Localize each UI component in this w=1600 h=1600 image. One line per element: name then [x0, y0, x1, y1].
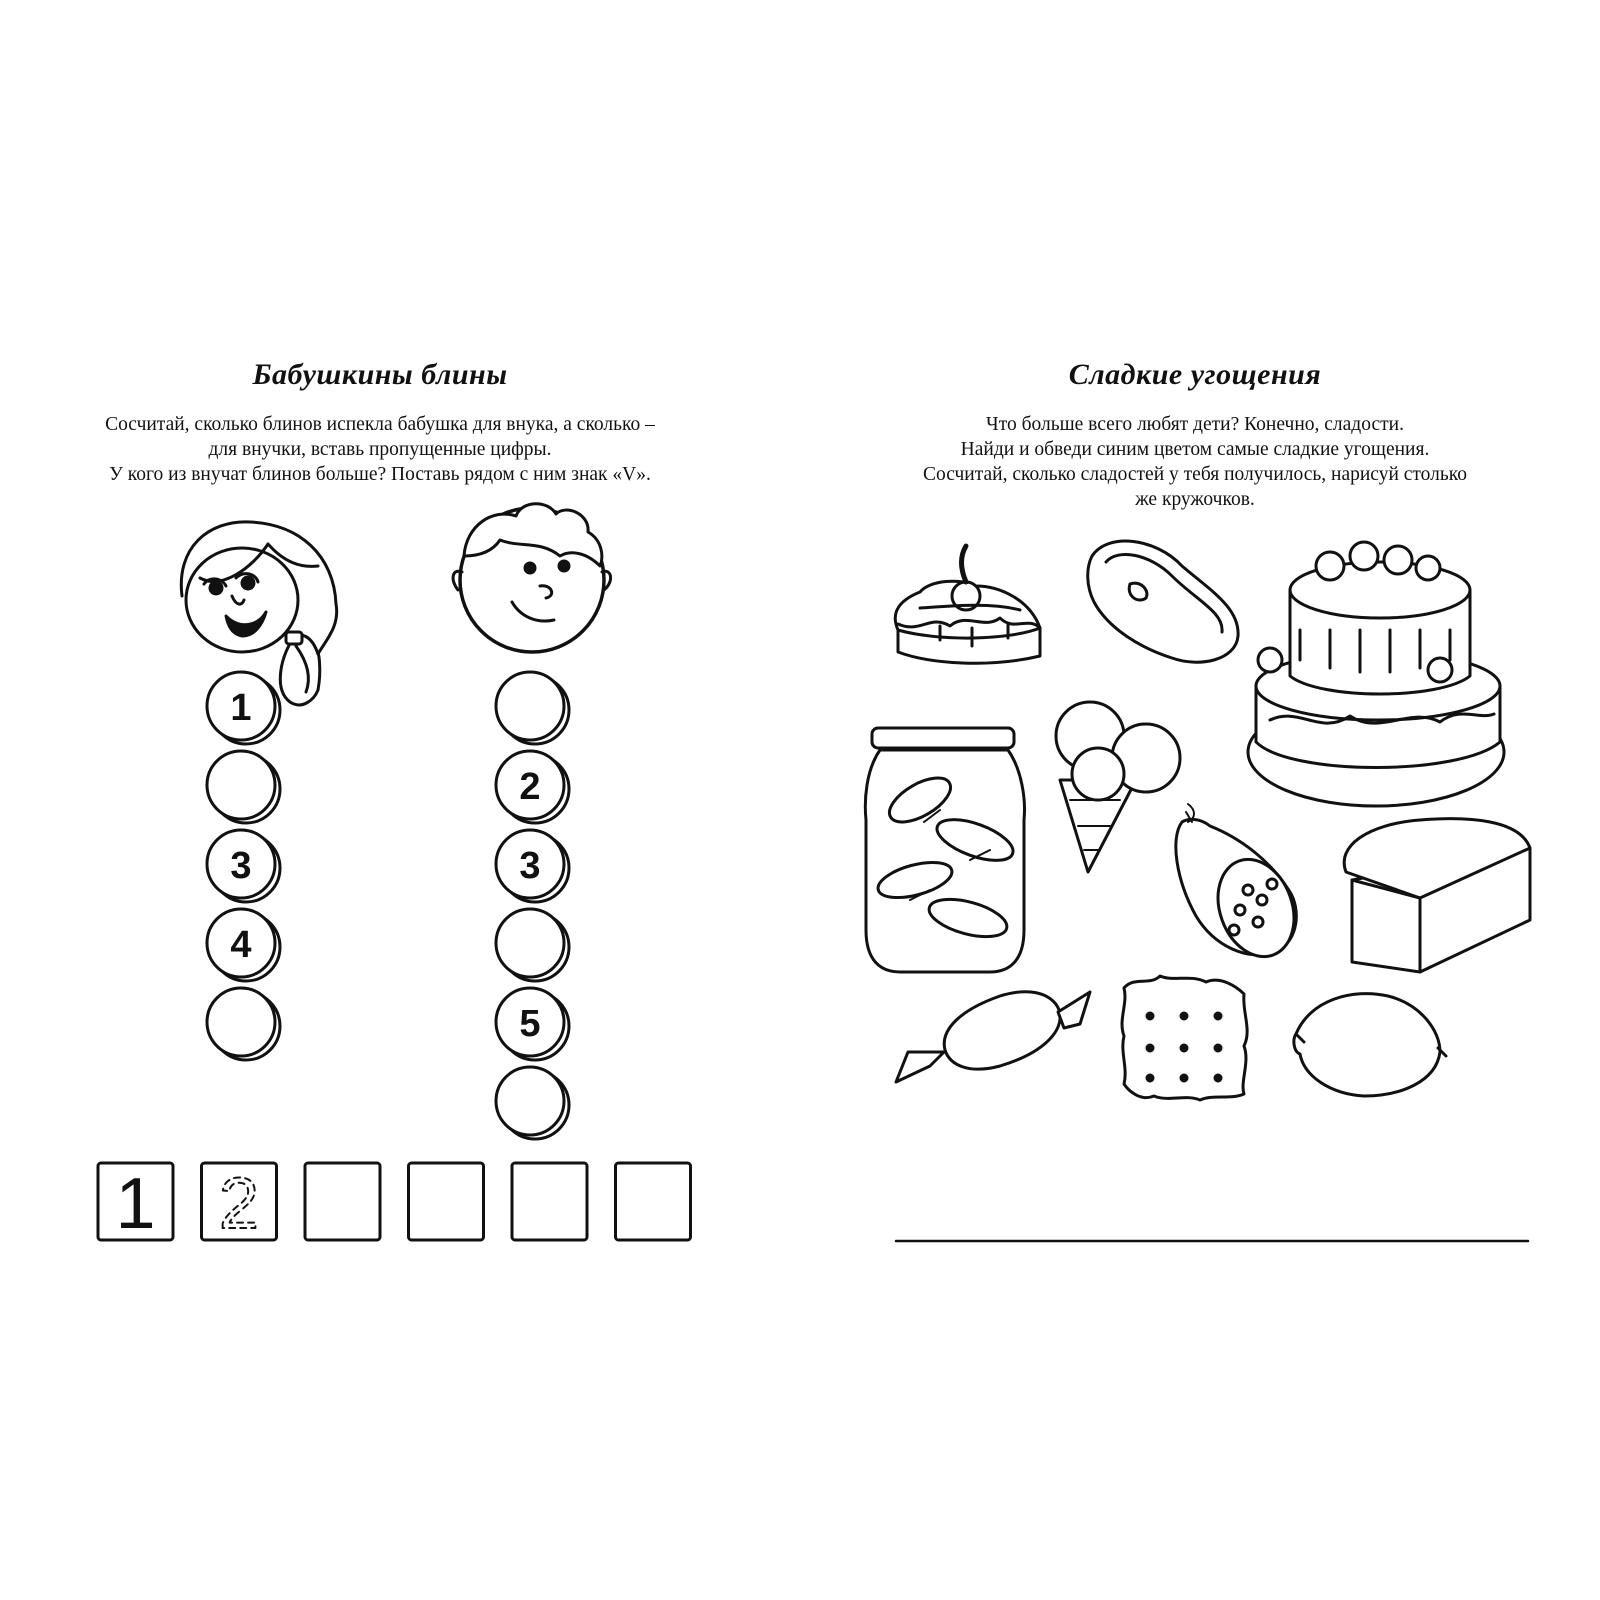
boy-pancake[interactable] — [496, 830, 569, 902]
layer-cake-icon[interactable] — [1248, 542, 1504, 806]
boy-pancake[interactable] — [496, 1067, 569, 1139]
answer-cell[interactable] — [202, 1163, 277, 1244]
boy-face-icon — [453, 504, 611, 652]
girl-pancake[interactable] — [207, 672, 280, 744]
ice-cream-icon[interactable] — [1056, 702, 1180, 872]
right-instruction-line: же кружочков. — [1135, 489, 1255, 510]
answer-cells — [98, 1163, 691, 1244]
girl-pancake-number: 1 — [230, 687, 252, 729]
girl-pancake-column — [207, 672, 280, 1060]
lemon-icon[interactable] — [1294, 994, 1446, 1096]
answer-cell[interactable] — [305, 1163, 380, 1240]
pickle-jar-icon[interactable] — [865, 728, 1024, 972]
left-page-title: Бабушкины блины — [252, 358, 508, 391]
left-instruction-line: Сосчитай, сколько блинов испекла бабушка для внука, а сколько – — [105, 414, 655, 435]
boy-pancake-number: 3 — [519, 845, 541, 887]
boy-pancake-number: 5 — [519, 1003, 541, 1045]
left-instruction-line: У кого из внучат блинов больше? Поставь рядом с ним знак «V». — [109, 464, 651, 485]
girl-pancake[interactable] — [207, 988, 280, 1060]
bread-icon[interactable] — [1344, 819, 1530, 972]
answer-cell-digit: 2 — [218, 1164, 260, 1244]
boy-pancake[interactable] — [496, 909, 569, 981]
answer-cell[interactable] — [98, 1163, 173, 1244]
answer-cell[interactable] — [409, 1163, 484, 1240]
boy-pancake-number: 2 — [519, 766, 541, 808]
girl-pancake-number: 3 — [230, 845, 252, 887]
girl-pancake-number: 4 — [230, 924, 252, 966]
answer-cell-digit: 1 — [115, 1164, 156, 1244]
cake-slice-icon[interactable] — [895, 546, 1040, 663]
cracker-icon[interactable] — [1122, 976, 1247, 1100]
right-instruction-line: Что больше всего любят дети? Конечно, сладости. — [986, 414, 1404, 435]
sausage-icon[interactable] — [1176, 804, 1307, 967]
girl-pancake[interactable] — [207, 909, 280, 981]
right-page-title: Сладкие угощения — [1068, 358, 1322, 391]
boy-pancake[interactable] — [496, 988, 569, 1060]
left-instruction-line: для внучки, вставь пропущенные цифры. — [208, 439, 552, 460]
boy-pancake[interactable] — [496, 751, 569, 823]
girl-pancake[interactable] — [207, 751, 280, 823]
steak-icon[interactable] — [1088, 541, 1238, 662]
boy-pancake[interactable] — [496, 672, 569, 744]
right-instruction-line: Найди и обведи синим цветом самые сладкие угощения. — [960, 439, 1430, 460]
girl-pancake[interactable] — [207, 830, 280, 902]
answer-cell[interactable] — [616, 1163, 691, 1240]
boy-pancake-column — [496, 672, 569, 1139]
right-instruction-line: Сосчитай, сколько сладостей у тебя получилось, нарисуй столько — [922, 464, 1468, 485]
candy-icon[interactable] — [896, 992, 1090, 1082]
answer-cell[interactable] — [512, 1163, 587, 1240]
